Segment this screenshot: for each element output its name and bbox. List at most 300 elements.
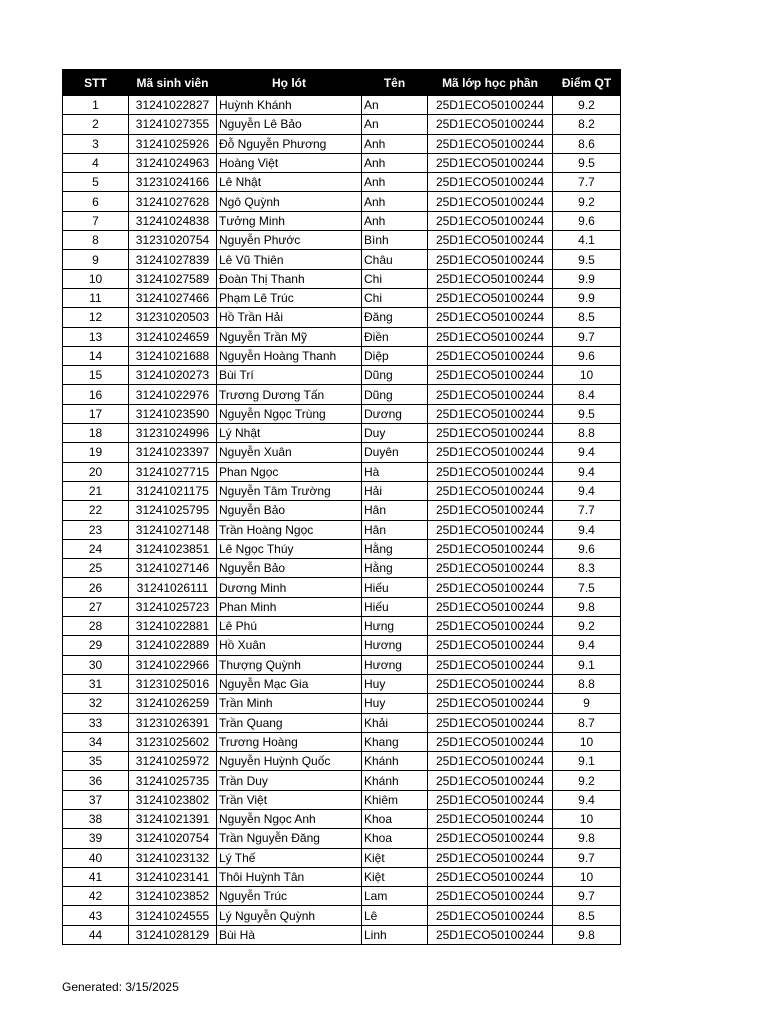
cell-middle-name: Lê Phú [217, 617, 362, 636]
table-row [63, 385, 621, 404]
cell-class-code: 25D1ECO50100244 [428, 578, 553, 597]
generated-date: Generated: 3/15/2025 [62, 980, 179, 994]
cell-class-code: 25D1ECO50100244 [428, 308, 553, 327]
cell-first-name: Khánh [362, 771, 428, 790]
cell-middle-name: Nguyễn Bảo [217, 559, 362, 578]
cell-middle-name: Phạm Lê Trúc [217, 288, 362, 307]
cell-score: 8.5 [553, 308, 621, 327]
table-row [63, 96, 621, 115]
cell-class-code: 25D1ECO50100244 [428, 674, 553, 693]
cell-class-code: 25D1ECO50100244 [428, 713, 553, 732]
cell-student-id: 31241023802 [129, 790, 217, 809]
cell-score: 9.4 [553, 462, 621, 481]
cell-score: 9.9 [553, 269, 621, 288]
cell-middle-name: Trần Hoàng Ngọc [217, 520, 362, 539]
cell-middle-name: Lý Nguyễn Quỳnh [217, 906, 362, 925]
cell-first-name: Bình [362, 231, 428, 250]
table-row [63, 366, 621, 385]
cell-student-id: 31241026111 [129, 578, 217, 597]
cell-score: 8.7 [553, 713, 621, 732]
cell-first-name: An [362, 115, 428, 134]
cell-score: 9.7 [553, 848, 621, 867]
cell-first-name: Diệp [362, 346, 428, 365]
cell-student-id: 31241022889 [129, 636, 217, 655]
cell-student-id: 31241023590 [129, 404, 217, 423]
cell-class-code: 25D1ECO50100244 [428, 462, 553, 481]
cell-student-id: 31241022966 [129, 655, 217, 674]
table-row [63, 539, 621, 558]
cell-stt: 32 [63, 694, 129, 713]
cell-middle-name: Dương Minh [217, 578, 362, 597]
cell-middle-name: Nguyễn Mạc Gia [217, 674, 362, 693]
cell-middle-name: Nguyễn Lê Bảo [217, 115, 362, 134]
cell-score: 7.7 [553, 173, 621, 192]
cell-student-id: 31241023852 [129, 887, 217, 906]
table-row [63, 501, 621, 520]
cell-middle-name: Hồ Trần Hải [217, 308, 362, 327]
table-row [63, 636, 621, 655]
cell-class-code: 25D1ECO50100244 [428, 520, 553, 539]
cell-stt: 24 [63, 539, 129, 558]
table-row [63, 559, 621, 578]
cell-score: 9.7 [553, 887, 621, 906]
cell-class-code: 25D1ECO50100244 [428, 559, 553, 578]
cell-score: 9.2 [553, 771, 621, 790]
cell-first-name: Kiệt [362, 867, 428, 886]
cell-middle-name: Lê Vũ Thiên [217, 250, 362, 269]
cell-first-name: Lam [362, 887, 428, 906]
cell-middle-name: Trương Dương Tấn [217, 385, 362, 404]
cell-first-name: Huy [362, 694, 428, 713]
cell-middle-name: Đỗ Nguyễn Phương [217, 134, 362, 153]
table-header [63, 70, 621, 96]
table-row [63, 713, 621, 732]
table-row [63, 308, 621, 327]
cell-student-id: 31241022976 [129, 385, 217, 404]
cell-middle-name: Lý Thế [217, 848, 362, 867]
cell-class-code: 25D1ECO50100244 [428, 346, 553, 365]
cell-student-id: 31241021391 [129, 809, 217, 828]
cell-first-name: Duyên [362, 443, 428, 462]
cell-class-code: 25D1ECO50100244 [428, 211, 553, 230]
cell-class-code: 25D1ECO50100244 [428, 809, 553, 828]
cell-student-id: 31241023397 [129, 443, 217, 462]
cell-first-name: Hân [362, 501, 428, 520]
cell-student-id: 31241021688 [129, 346, 217, 365]
cell-class-code: 25D1ECO50100244 [428, 829, 553, 848]
cell-class-code: 25D1ECO50100244 [428, 597, 553, 616]
cell-score: 10 [553, 809, 621, 828]
cell-student-id: 31241027589 [129, 269, 217, 288]
cell-class-code: 25D1ECO50100244 [428, 327, 553, 346]
table-row [63, 404, 621, 423]
cell-student-id: 31241027628 [129, 192, 217, 211]
cell-first-name: Hải [362, 481, 428, 500]
cell-class-code: 25D1ECO50100244 [428, 96, 553, 115]
cell-middle-name: Nguyễn Trúc [217, 887, 362, 906]
cell-first-name: Lê [362, 906, 428, 925]
cell-stt: 30 [63, 655, 129, 674]
table-row [63, 211, 621, 230]
cell-middle-name: Trần Nguyễn Đăng [217, 829, 362, 848]
cell-score: 8.2 [553, 115, 621, 134]
cell-student-id: 31241025972 [129, 752, 217, 771]
table-row [63, 809, 621, 828]
cell-class-code: 25D1ECO50100244 [428, 732, 553, 751]
cell-first-name: Linh [362, 925, 428, 944]
cell-stt: 2 [63, 115, 129, 134]
cell-stt: 12 [63, 308, 129, 327]
cell-first-name: Khoa [362, 829, 428, 848]
table-row [63, 424, 621, 443]
grade-table [62, 69, 621, 945]
cell-middle-name: Lý Nhật [217, 424, 362, 443]
cell-stt: 36 [63, 771, 129, 790]
cell-middle-name: Đoàn Thị Thanh [217, 269, 362, 288]
table-row [63, 752, 621, 771]
header-student-id: Mã sinh viên [129, 70, 217, 96]
cell-middle-name: Tưởng Minh [217, 211, 362, 230]
table-row [63, 134, 621, 153]
header-first-name: Tên [362, 70, 428, 96]
cell-class-code: 25D1ECO50100244 [428, 771, 553, 790]
cell-stt: 5 [63, 173, 129, 192]
cell-stt: 28 [63, 617, 129, 636]
cell-class-code: 25D1ECO50100244 [428, 443, 553, 462]
cell-first-name: Hà [362, 462, 428, 481]
table-row [63, 443, 621, 462]
header-score: Điểm QT [553, 70, 621, 96]
cell-middle-name: Lê Nhật [217, 173, 362, 192]
cell-stt: 40 [63, 848, 129, 867]
cell-class-code: 25D1ECO50100244 [428, 539, 553, 558]
cell-middle-name: Bùi Trí [217, 366, 362, 385]
cell-class-code: 25D1ECO50100244 [428, 250, 553, 269]
cell-middle-name: Hoàng Việt [217, 153, 362, 172]
table-row [63, 925, 621, 944]
cell-stt: 44 [63, 925, 129, 944]
cell-stt: 34 [63, 732, 129, 751]
cell-first-name: Điền [362, 327, 428, 346]
cell-first-name: Hưng [362, 617, 428, 636]
table-row [63, 617, 621, 636]
cell-score: 8.4 [553, 385, 621, 404]
table-row [63, 192, 621, 211]
cell-student-id: 31241020273 [129, 366, 217, 385]
table-row [63, 288, 621, 307]
cell-middle-name: Nguyễn Ngọc Trùng [217, 404, 362, 423]
cell-stt: 15 [63, 366, 129, 385]
cell-class-code: 25D1ECO50100244 [428, 906, 553, 925]
table-row [63, 790, 621, 809]
cell-stt: 18 [63, 424, 129, 443]
cell-class-code: 25D1ECO50100244 [428, 115, 553, 134]
cell-score: 9.9 [553, 288, 621, 307]
cell-middle-name: Nguyễn Xuân [217, 443, 362, 462]
cell-score: 9.4 [553, 443, 621, 462]
cell-middle-name: Phan Minh [217, 597, 362, 616]
cell-score: 9.5 [553, 250, 621, 269]
table-row [63, 231, 621, 250]
table-row [63, 346, 621, 365]
cell-class-code: 25D1ECO50100244 [428, 790, 553, 809]
cell-student-id: 31241024659 [129, 327, 217, 346]
cell-student-id: 31231024996 [129, 424, 217, 443]
cell-first-name: Khánh [362, 752, 428, 771]
cell-first-name: Dương [362, 404, 428, 423]
cell-score: 9 [553, 694, 621, 713]
table-row [63, 848, 621, 867]
cell-middle-name: Trần Việt [217, 790, 362, 809]
cell-student-id: 31241024838 [129, 211, 217, 230]
table-row [63, 655, 621, 674]
cell-stt: 13 [63, 327, 129, 346]
cell-middle-name: Nguyễn Hoàng Thanh [217, 346, 362, 365]
cell-score: 9.2 [553, 617, 621, 636]
cell-class-code: 25D1ECO50100244 [428, 694, 553, 713]
cell-score: 8.8 [553, 674, 621, 693]
cell-class-code: 25D1ECO50100244 [428, 269, 553, 288]
cell-stt: 11 [63, 288, 129, 307]
table-row [63, 250, 621, 269]
cell-score: 9.7 [553, 327, 621, 346]
cell-student-id: 31241027148 [129, 520, 217, 539]
cell-stt: 9 [63, 250, 129, 269]
cell-student-id: 31241023141 [129, 867, 217, 886]
cell-student-id: 31231024166 [129, 173, 217, 192]
table-row [63, 327, 621, 346]
table-row [63, 829, 621, 848]
cell-first-name: Hân [362, 520, 428, 539]
cell-score: 9.1 [553, 655, 621, 674]
table-row [63, 732, 621, 751]
header-middle-name: Họ lót [217, 70, 362, 96]
cell-score: 9.4 [553, 481, 621, 500]
cell-class-code: 25D1ECO50100244 [428, 501, 553, 520]
cell-middle-name: Nguyễn Phước [217, 231, 362, 250]
cell-student-id: 31241022881 [129, 617, 217, 636]
cell-middle-name: Nguyễn Trần Mỹ [217, 327, 362, 346]
cell-class-code: 25D1ECO50100244 [428, 173, 553, 192]
cell-first-name: Hằng [362, 559, 428, 578]
cell-score: 9.5 [553, 404, 621, 423]
cell-first-name: Anh [362, 153, 428, 172]
cell-first-name: Dũng [362, 366, 428, 385]
cell-first-name: Hương [362, 636, 428, 655]
cell-stt: 16 [63, 385, 129, 404]
cell-stt: 39 [63, 829, 129, 848]
table-row [63, 481, 621, 500]
cell-student-id: 31241027466 [129, 288, 217, 307]
cell-first-name: Anh [362, 134, 428, 153]
cell-student-id: 31241024963 [129, 153, 217, 172]
cell-class-code: 25D1ECO50100244 [428, 424, 553, 443]
cell-stt: 17 [63, 404, 129, 423]
cell-middle-name: Nguyễn Ngọc Anh [217, 809, 362, 828]
cell-stt: 37 [63, 790, 129, 809]
cell-stt: 8 [63, 231, 129, 250]
cell-score: 10 [553, 732, 621, 751]
cell-stt: 25 [63, 559, 129, 578]
cell-class-code: 25D1ECO50100244 [428, 848, 553, 867]
cell-stt: 4 [63, 153, 129, 172]
table-row [63, 115, 621, 134]
cell-middle-name: Trần Minh [217, 694, 362, 713]
cell-student-id: 31241025735 [129, 771, 217, 790]
cell-stt: 22 [63, 501, 129, 520]
cell-class-code: 25D1ECO50100244 [428, 617, 553, 636]
cell-class-code: 25D1ECO50100244 [428, 481, 553, 500]
cell-score: 4.1 [553, 231, 621, 250]
cell-first-name: Khải [362, 713, 428, 732]
table-row [63, 906, 621, 925]
cell-stt: 21 [63, 481, 129, 500]
cell-middle-name: Trần Duy [217, 771, 362, 790]
cell-class-code: 25D1ECO50100244 [428, 752, 553, 771]
cell-student-id: 31241027715 [129, 462, 217, 481]
cell-middle-name: Nguyễn Huỳnh Quốc [217, 752, 362, 771]
table-row [63, 597, 621, 616]
cell-first-name: An [362, 96, 428, 115]
table-row [63, 578, 621, 597]
cell-stt: 7 [63, 211, 129, 230]
cell-student-id: 31241023132 [129, 848, 217, 867]
cell-class-code: 25D1ECO50100244 [428, 385, 553, 404]
cell-first-name: Hương [362, 655, 428, 674]
cell-score: 9.4 [553, 790, 621, 809]
cell-class-code: 25D1ECO50100244 [428, 867, 553, 886]
cell-student-id: 31241026259 [129, 694, 217, 713]
cell-stt: 10 [63, 269, 129, 288]
cell-first-name: Hiếu [362, 578, 428, 597]
cell-stt: 26 [63, 578, 129, 597]
cell-student-id: 31241024555 [129, 906, 217, 925]
cell-class-code: 25D1ECO50100244 [428, 925, 553, 944]
cell-first-name: Anh [362, 211, 428, 230]
cell-stt: 38 [63, 809, 129, 828]
cell-middle-name: Nguyễn Tâm Trường [217, 481, 362, 500]
cell-stt: 43 [63, 906, 129, 925]
cell-first-name: Duy [362, 424, 428, 443]
cell-class-code: 25D1ECO50100244 [428, 134, 553, 153]
cell-stt: 42 [63, 887, 129, 906]
cell-middle-name: Trần Quang [217, 713, 362, 732]
cell-score: 8.3 [553, 559, 621, 578]
cell-stt: 3 [63, 134, 129, 153]
cell-student-id: 31241022827 [129, 96, 217, 115]
cell-score: 9.8 [553, 829, 621, 848]
cell-middle-name: Huỳnh Khánh [217, 96, 362, 115]
cell-stt: 23 [63, 520, 129, 539]
header-row [63, 70, 621, 96]
cell-first-name: Châu [362, 250, 428, 269]
cell-first-name: Khiêm [362, 790, 428, 809]
cell-middle-name: Nguyễn Bảo [217, 501, 362, 520]
table-row [63, 520, 621, 539]
cell-score: 9.6 [553, 539, 621, 558]
cell-student-id: 31231025016 [129, 674, 217, 693]
cell-score: 9.8 [553, 925, 621, 944]
cell-student-id: 31241027146 [129, 559, 217, 578]
cell-stt: 31 [63, 674, 129, 693]
cell-student-id: 31231020754 [129, 231, 217, 250]
cell-middle-name: Phan Ngọc [217, 462, 362, 481]
cell-first-name: Hiếu [362, 597, 428, 616]
table-row [63, 674, 621, 693]
header-stt: STT [63, 70, 129, 96]
cell-student-id: 31241025795 [129, 501, 217, 520]
cell-stt: 35 [63, 752, 129, 771]
table-row [63, 462, 621, 481]
cell-stt: 6 [63, 192, 129, 211]
table-row [63, 694, 621, 713]
cell-stt: 14 [63, 346, 129, 365]
cell-student-id: 31241023851 [129, 539, 217, 558]
cell-student-id: 31231025602 [129, 732, 217, 751]
cell-first-name: Huy [362, 674, 428, 693]
cell-score: 9.6 [553, 211, 621, 230]
cell-first-name: Chi [362, 288, 428, 307]
cell-student-id: 31231020503 [129, 308, 217, 327]
cell-first-name: Anh [362, 192, 428, 211]
cell-class-code: 25D1ECO50100244 [428, 404, 553, 423]
table-row [63, 887, 621, 906]
cell-score: 8.5 [553, 906, 621, 925]
cell-class-code: 25D1ECO50100244 [428, 887, 553, 906]
cell-middle-name: Ngô Quỳnh [217, 192, 362, 211]
table-row [63, 771, 621, 790]
cell-middle-name: Trương Hoàng [217, 732, 362, 751]
cell-score: 9.4 [553, 636, 621, 655]
table-body [63, 96, 621, 945]
cell-class-code: 25D1ECO50100244 [428, 288, 553, 307]
cell-middle-name: Hồ Xuân [217, 636, 362, 655]
cell-student-id: 31241027839 [129, 250, 217, 269]
cell-score: 8.6 [553, 134, 621, 153]
cell-score: 9.2 [553, 192, 621, 211]
cell-stt: 41 [63, 867, 129, 886]
cell-class-code: 25D1ECO50100244 [428, 231, 553, 250]
cell-stt: 29 [63, 636, 129, 655]
cell-first-name: Anh [362, 173, 428, 192]
cell-first-name: Kiệt [362, 848, 428, 867]
cell-class-code: 25D1ECO50100244 [428, 366, 553, 385]
cell-stt: 20 [63, 462, 129, 481]
cell-score: 9.1 [553, 752, 621, 771]
cell-score: 9.5 [553, 153, 621, 172]
cell-score: 8.8 [553, 424, 621, 443]
table-row [63, 867, 621, 886]
cell-middle-name: Thượng Quỳnh [217, 655, 362, 674]
cell-score: 9.4 [553, 520, 621, 539]
cell-student-id: 31241021175 [129, 481, 217, 500]
cell-student-id: 31241028129 [129, 925, 217, 944]
cell-score: 10 [553, 366, 621, 385]
cell-student-id: 31241027355 [129, 115, 217, 134]
cell-score: 9.6 [553, 346, 621, 365]
header-class-code: Mã lớp học phần [428, 70, 553, 96]
cell-stt: 27 [63, 597, 129, 616]
cell-student-id: 31231026391 [129, 713, 217, 732]
cell-score: 7.7 [553, 501, 621, 520]
cell-score: 9.8 [553, 597, 621, 616]
table-row [63, 153, 621, 172]
cell-stt: 33 [63, 713, 129, 732]
cell-middle-name: Bùi Hà [217, 925, 362, 944]
cell-stt: 19 [63, 443, 129, 462]
cell-first-name: Khang [362, 732, 428, 751]
cell-class-code: 25D1ECO50100244 [428, 655, 553, 674]
